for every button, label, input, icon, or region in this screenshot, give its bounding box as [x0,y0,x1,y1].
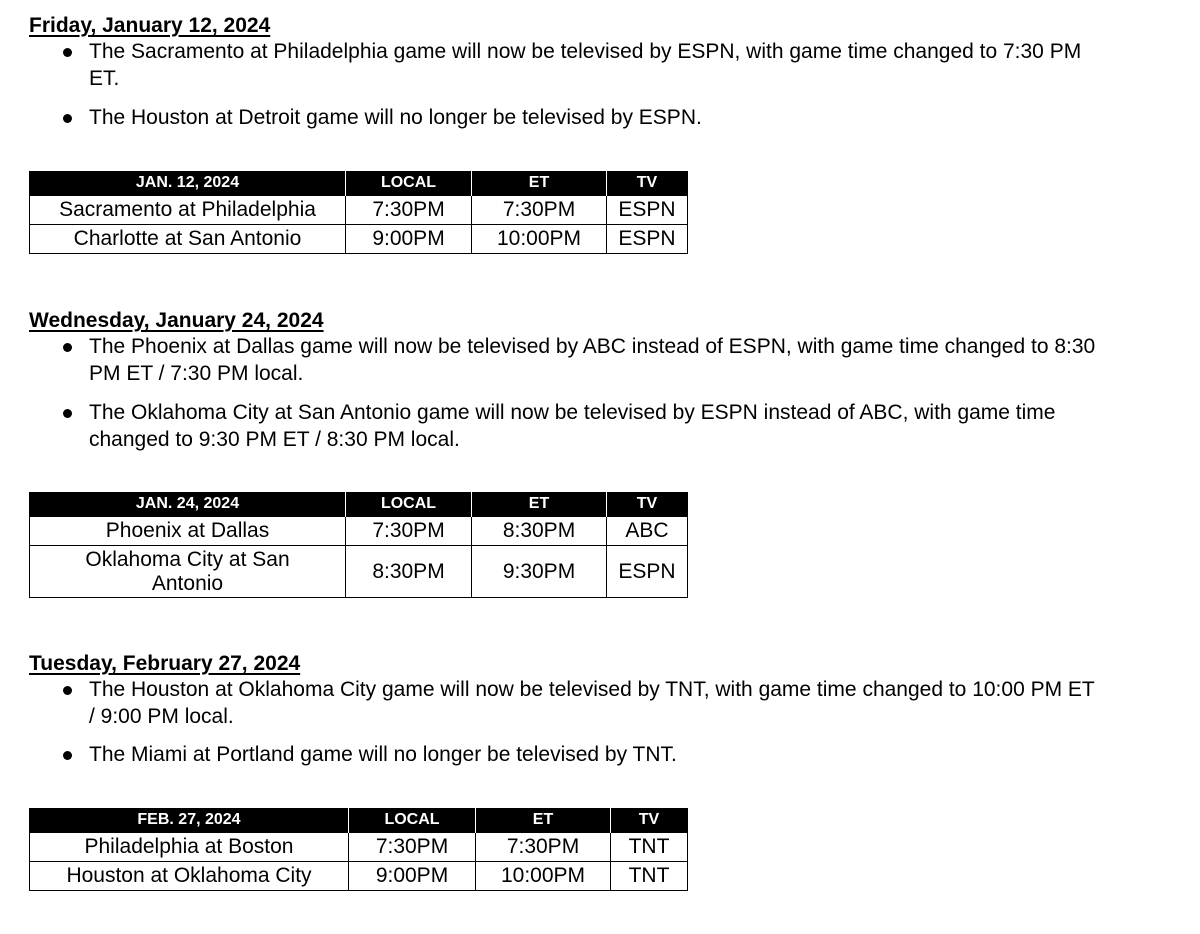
date-heading: Tuesday, February 27, 2024 [29,652,301,675]
schedule-table [29,808,688,891]
date-heading: Friday, January 12, 2024 [29,14,271,37]
et-time-cell: 9:30PM [472,546,607,598]
bullet-text-line: / 9:00 PM local. [89,704,234,728]
col-header-local: LOCAL [346,171,472,196]
tv-cell: ESPN [607,225,688,254]
table-row [30,862,688,891]
col-header-tv: TV [607,492,688,517]
tv-cell: ESPN [607,546,688,598]
local-time-cell: 7:30PM [349,833,476,862]
table-row [30,225,688,254]
col-header-et: ET [476,808,611,833]
bullet-text-line: ET. [89,66,120,90]
bullet-text-line: The Oklahoma City at San Antonio game will now be televised by ESPN instead of ABC, with game time [89,401,1056,424]
et-time-cell: 7:30PM [476,833,611,862]
tv-cell: TNT [611,862,688,891]
bullet-text-line: The Houston at Detroit game will no longer be televised by ESPN. [89,106,702,129]
matchup-cell: Houston at Oklahoma City [30,862,349,891]
table-row [30,546,688,598]
bullet-text-line: changed to 9:30 PM ET / 8:30 PM local. [89,427,460,451]
matchup-line: Antonio [151,571,224,595]
et-time-cell: 7:30PM [472,196,607,225]
table-row [30,833,688,862]
matchup-cell: Sacramento at Philadelphia [30,196,346,225]
bullet-item [89,742,677,769]
bullet-text-line: PM ET / 7:30 PM local. [89,361,304,385]
col-header-local: LOCAL [346,492,472,517]
tv-cell: ABC [607,517,688,546]
bullet-item [89,39,1081,92]
col-header-et: ET [472,492,607,517]
et-time-cell: 8:30PM [472,517,607,546]
table-header-row [30,171,688,196]
bullet-item [89,105,702,132]
col-header-et: ET [472,171,607,196]
table-header-row [30,808,688,833]
matchup-cell: Phoenix at Dallas [30,517,346,546]
tv-cell: ESPN [607,196,688,225]
table-row [30,196,688,225]
schedule-table [29,492,688,598]
et-time-cell: 10:00PM [476,862,611,891]
matchup-cell [30,546,346,598]
matchup-cell: Philadelphia at Boston [30,833,349,862]
table-header-row [30,492,688,517]
local-time-cell: 7:30PM [346,517,472,546]
local-time-cell: 9:00PM [349,862,476,891]
table-row [30,517,688,546]
col-header-date: JAN. 24, 2024 [30,492,346,517]
col-header-tv: TV [607,171,688,196]
local-time-cell: 9:00PM [346,225,472,254]
bullet-item [89,400,1055,453]
bullet-text-line: The Houston at Oklahoma City game will now be televised by TNT, with game time changed to 10:00 PM ET [89,678,1095,701]
bullet-item [89,677,1095,730]
bullet-item [89,334,1095,387]
bullet-text-line: The Phoenix at Dallas game will now be televised by ABC instead of ESPN, with game time changed to 8:30 [89,335,1096,358]
local-time-cell: 8:30PM [346,546,472,598]
date-heading: Wednesday, January 24, 2024 [29,309,324,332]
matchup-cell: Charlotte at San Antonio [30,225,346,254]
bullet-text-line: The Sacramento at Philadelphia game will now be televised by ESPN, with game time changed to 7:30 PM [89,40,1082,63]
matchup-line: Oklahoma City at San [85,547,290,571]
et-time-cell: 10:00PM [472,225,607,254]
bullet-text-line: The Miami at Portland game will no longer be televised by TNT. [89,743,677,766]
col-header-local: LOCAL [349,808,476,833]
col-header-date: FEB. 27, 2024 [30,808,349,833]
col-header-date: JAN. 12, 2024 [30,171,346,196]
col-header-tv: TV [611,808,688,833]
tv-cell: TNT [611,833,688,862]
schedule-table [29,171,688,254]
local-time-cell: 7:30PM [346,196,472,225]
